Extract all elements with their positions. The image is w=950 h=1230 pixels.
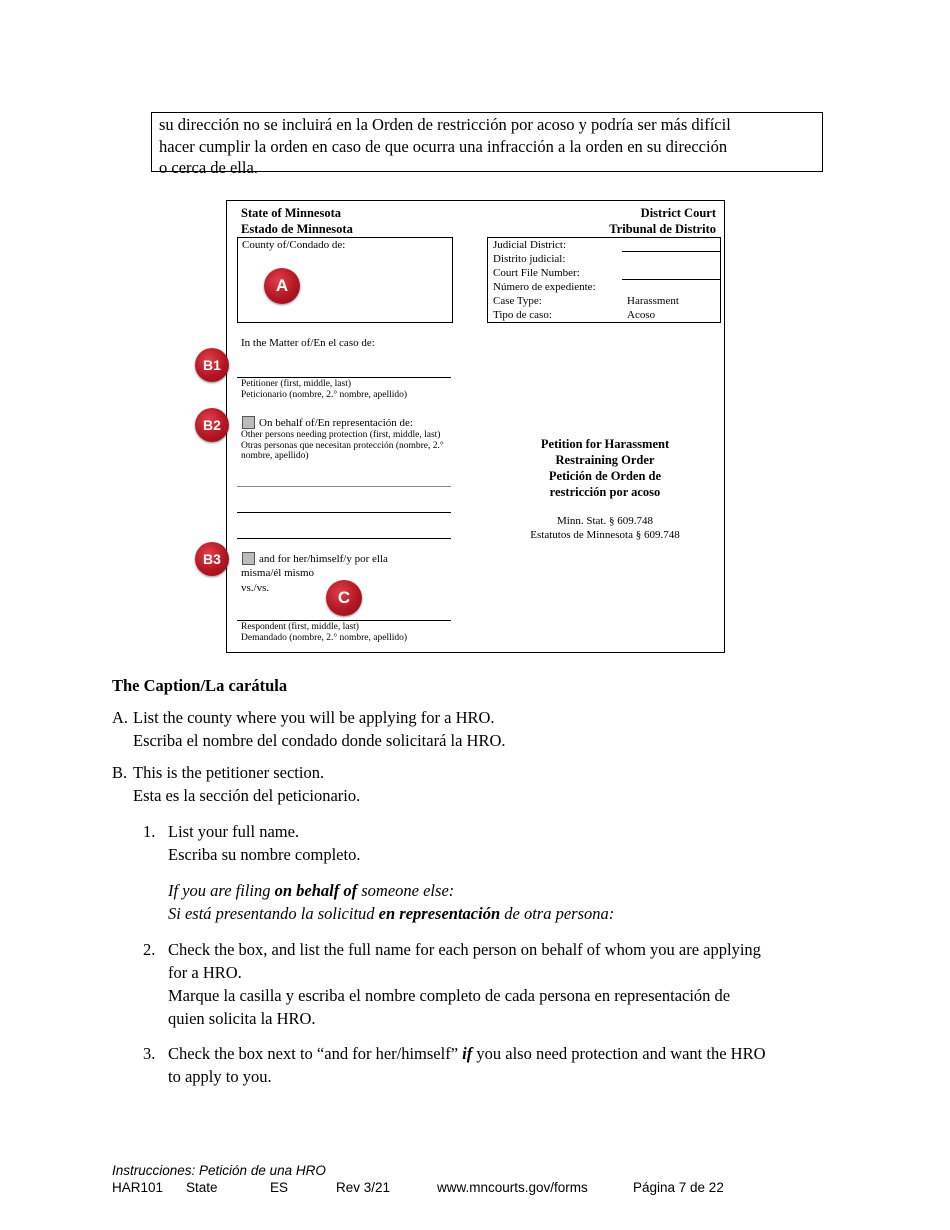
respondent-caption-es: Demandado (nombre, 2.° nombre, apellido) [241,633,408,643]
item-2-en: for a HRO. [168,963,242,982]
item-1-marker: 1. [143,822,156,841]
notice-line: o cerca de ella. [159,158,258,177]
petition-title: Petition for Harassment [540,437,670,451]
self-label: misma/él mismo [241,567,315,579]
item-b-marker: B. [112,763,128,782]
badge-a: A [264,268,300,304]
statute-en: Minn. Stat. § 609.748 [557,515,653,527]
item-2 [168,938,761,1030]
notice-line: hacer cumplir la orden en caso de que ocurra una infracción a la orden en su dirección [159,136,728,156]
petition-title: Restraining Order [555,453,655,467]
behalf-note-en-pre: If you are filing [168,881,275,900]
badge-b1: B1 [195,348,229,382]
petitioner-caption-en: Petitioner (first, middle, last) [241,379,352,389]
behalf-note-es-pre: Si está presentando la solicitud [168,904,379,923]
item-3-line2: to apply to you. [168,1067,272,1086]
behalf-note-en-post: someone else: [357,881,455,900]
statute-es: Estatutos de Minnesota § 609.748 [530,529,680,541]
petition-title: Petición de Orden de [548,469,662,483]
item-b [133,761,360,807]
caption-form-sample [226,200,725,653]
behalf-checkbox[interactable] [242,416,255,429]
item-2-marker: 2. [143,940,156,959]
matter-label: In the Matter of/En el caso de: [241,337,375,349]
behalf-note-es-post: de otra persona: [500,904,615,923]
badge-b2: B2 [195,408,229,442]
self-checkbox[interactable] [242,552,255,565]
court-es: Tribunal de Distrito [609,222,716,236]
court-field-label: Distrito judicial: [493,253,566,265]
court-en: District Court [640,206,716,220]
item-2-es: quien solicita la HRO. [168,1009,316,1028]
self-label: and for her/himself/y por ella [259,553,388,565]
item-3-post: you also need protection and want the HRO [472,1044,766,1063]
item-b-en: This is the petitioner section. [133,763,325,782]
behalf-note-en [168,879,614,902]
footer-revision: Rev 3/21 [336,1180,391,1195]
behalf-note-es-bold: en representación [378,904,501,923]
court-field-label: Judicial District: [493,239,567,251]
case-type-value: Harassment [627,295,679,307]
case-type-value: Acoso [627,309,656,321]
court-field-label: Case Type: [493,295,542,307]
item-1 [168,820,360,866]
vs-label: vs./vs. [241,582,270,594]
others-caption-es: nombre, apellido) [241,451,309,461]
footer-language: ES [270,1180,289,1195]
item-a-marker: A. [112,708,129,727]
item-3-marker: 3. [143,1044,156,1063]
court-field-label: Número de expediente: [493,281,596,293]
item-b-es: Esta es la sección del peticionario. [133,786,361,805]
item-2-es: Marque la casilla y escriba el nombre completo de cada persona en representación de [168,986,731,1005]
court-info-box [487,237,721,323]
footer-form-id: HAR101 [112,1180,164,1195]
respondent-caption-en: Respondent (first, middle, last) [241,622,359,632]
item-1-en: List your full name. [168,822,300,841]
badge-c: C [326,580,362,616]
state-es: Estado de Minnesota [241,222,353,236]
item-a-en: List the county where you will be applying for a HRO. [133,708,495,727]
others-caption-es: Otras personas que necesitan protección (nombre, 2.° [241,441,444,451]
state-en: State of Minnesota [241,206,341,220]
court-field-label: Court File Number: [493,267,580,279]
behalf-note-en-bold: on behalf of [274,881,358,900]
petitioner-caption-es: Peticionario (nombre, 2.° nombre, apellido) [241,390,408,400]
section-heading: The Caption/La carátula [112,676,288,695]
item-3 [168,1042,766,1088]
footer-jurisdiction: State [186,1180,218,1195]
badge-b3: B3 [195,542,229,576]
item-3-line [168,1042,766,1065]
item-a-es: Escriba el nombre del condado donde solicitará la HRO. [133,731,506,750]
footer-url[interactable]: www.mncourts.gov/forms [437,1180,588,1195]
footer-title: Instrucciones: Petición de una HRO [112,1163,326,1178]
notice-line: su dirección no se incluirá en la Orden de restricción por acoso y podría ser más difícil [159,115,731,134]
item-1-es: Escriba su nombre completo. [168,845,361,864]
county-label: County of/Condado de: [242,239,346,251]
item-3-pre: Check the box next to “and for her/himself” [168,1044,463,1063]
others-caption-en: Other persons needing protection (first, middle, last) [241,430,441,440]
notice-box [151,112,823,177]
petition-title: restricción por acoso [549,485,661,499]
behalf-note-es [168,902,614,925]
item-a [133,706,506,752]
item-3-bold: if [462,1044,473,1063]
behalf-note [168,879,614,925]
footer-page-number: Página 7 de 22 [633,1180,724,1195]
item-2-en: Check the box, and list the full name for each person on behalf of whom you are applying [168,940,761,959]
court-field-label: Tipo de caso: [493,309,552,321]
behalf-label: On behalf of/En representación de: [259,417,413,429]
